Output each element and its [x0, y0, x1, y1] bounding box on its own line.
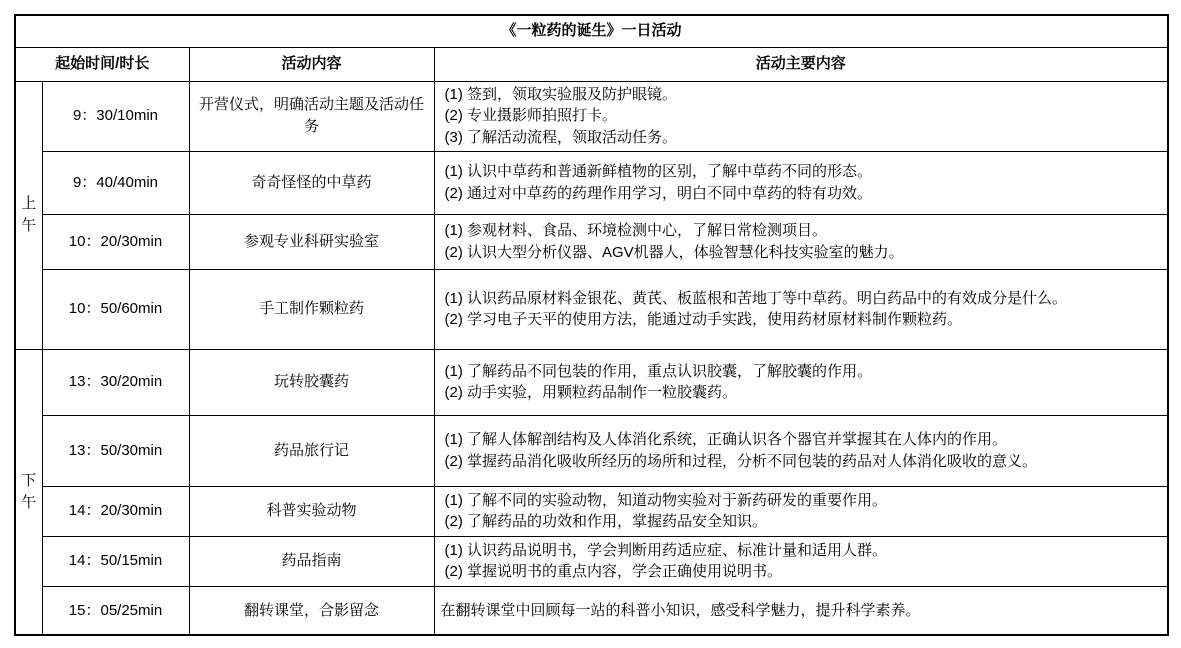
- detail-item: (1) 认识药品原材料金银花、黄芪、板蓝根和苦地丁等中草药。明白药品中的有效成分是什么。: [444, 289, 1068, 307]
- activity-cell: 玩转胶囊药: [189, 349, 434, 415]
- header-activity: 活动内容: [189, 47, 434, 81]
- detail-item: (1) 参观材料、食品、环境检测中心，了解日常检测项目。: [444, 222, 828, 239]
- period-label-morning: 上午: [15, 81, 42, 349]
- table-row: [15, 269, 1168, 349]
- detail-item: (2) 掌握药品消化吸收所经历的场所和过程，分析不同包装的药品对人体消化吸收的意义。: [444, 452, 1038, 470]
- detail-item: (1) 认识药品说明书，学会判断用药适应症、标准计量和适用人群。: [444, 541, 888, 559]
- details-cell: [434, 349, 1168, 415]
- header-row: [15, 47, 1168, 81]
- detail-item: 在翻转课堂中回顾每一站的科普小知识，感受科学魅力，提升科学素养。: [440, 601, 921, 619]
- time-cell: 14：20/30min: [42, 486, 189, 536]
- activity-schedule-table: [14, 14, 1169, 636]
- time-cell: 10：20/30min: [42, 214, 189, 269]
- table-row: [15, 415, 1168, 486]
- detail-item: (2) 通过对中草药的药理作用学习，明白不同中草药的特有功效。: [444, 184, 873, 202]
- time-cell: 9：40/40min: [42, 151, 189, 214]
- detail-item: (3) 了解活动流程，领取活动任务。: [444, 129, 678, 146]
- time-cell: 14：50/15min: [42, 536, 189, 586]
- table-row: [15, 81, 1168, 151]
- table-row: [15, 586, 1168, 635]
- detail-item: (1) 签到，领取实验服及防护眼镜。: [444, 85, 678, 103]
- detail-item: (2) 掌握说明书的重点内容，学会正确使用说明书。: [444, 563, 783, 581]
- table-row: [15, 486, 1168, 536]
- title-row: [15, 15, 1168, 47]
- activity-cell: 奇奇怪怪的中草药: [189, 151, 434, 214]
- details-cell: [434, 269, 1168, 349]
- details-cell: [434, 586, 1168, 635]
- time-cell: 10：50/60min: [42, 269, 189, 349]
- details-cell: [434, 486, 1168, 536]
- table-row: [15, 536, 1168, 586]
- details-cell: [434, 536, 1168, 586]
- time-cell: 13：30/20min: [42, 349, 189, 415]
- detail-item: (1) 认识中草药和普通新鲜植物的区别，了解中草药不同的形态。: [444, 163, 873, 180]
- detail-item: (2) 认识大型分析仪器、AGV机器人，体验智慧化科技实验室的魅力。: [444, 243, 904, 261]
- activity-cell: 科普实验动物: [189, 486, 434, 536]
- detail-item: (2) 专业摄影师拍照打卡。: [444, 107, 618, 125]
- time-cell: 9：30/10min: [42, 81, 189, 151]
- activity-cell: 开营仪式，明确活动主题及活动任务: [189, 81, 434, 151]
- details-cell: [434, 214, 1168, 269]
- table-row: [15, 349, 1168, 415]
- detail-item: (1) 了解药品不同包装的作用，重点认识胶囊，了解胶囊的作用。: [444, 362, 873, 380]
- activity-cell: 药品指南: [189, 536, 434, 586]
- header-time: 起始时间/时长: [15, 47, 189, 81]
- activity-cell: 翻转课堂，合影留念: [189, 586, 434, 635]
- table-title: 《一粒药的诞生》一日活动: [15, 15, 1168, 47]
- table-row: [15, 151, 1168, 214]
- activity-cell: 药品旅行记: [189, 415, 434, 486]
- time-cell: 13：50/30min: [42, 415, 189, 486]
- detail-item: (2) 了解药品的功效和作用，掌握药品安全知识。: [444, 513, 768, 531]
- detail-item: (2) 学习电子天平的使用方法，能通过动手实践，使用药材原材料制作颗粒药。: [444, 311, 963, 329]
- table-row: [15, 214, 1168, 269]
- time-cell: 15：05/25min: [42, 586, 189, 635]
- detail-item: (1) 了解人体解剖结构及人体消化系统，正确认识各个器官并掌握其在人体内的作用。: [444, 431, 1008, 448]
- details-cell: [434, 415, 1168, 486]
- detail-item: (1) 了解不同的实验动物，知道动物实验对于新药研发的重要作用。: [444, 491, 888, 509]
- activity-cell: 手工制作颗粒药: [189, 269, 434, 349]
- details-cell: [434, 151, 1168, 214]
- details-cell: [434, 81, 1168, 151]
- activity-cell: 参观专业科研实验室: [189, 214, 434, 269]
- header-details: 活动主要内容: [434, 47, 1168, 81]
- period-label-afternoon: 下午: [15, 349, 42, 635]
- detail-item: (2) 动手实验，用颗粒药品制作一粒胶囊药。: [444, 384, 738, 402]
